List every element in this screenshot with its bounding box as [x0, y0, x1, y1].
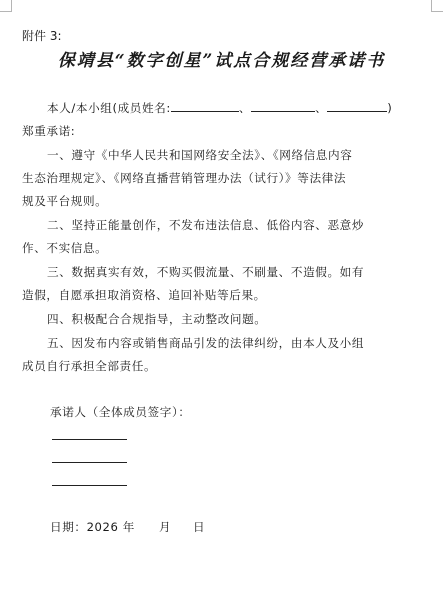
- para1-line3: 规及平台规则。: [22, 194, 108, 208]
- date-month: 月: [159, 520, 172, 534]
- intro-suffix: ): [387, 101, 393, 115]
- name-blank-3[interactable]: [327, 99, 387, 112]
- para2-line1: 二、坚持正能量创作，不发布违法信息、低俗内容、恶意炒: [47, 218, 365, 232]
- attachment-label: 附件 3:: [22, 29, 62, 43]
- date-label: 日期：2026 年: [50, 520, 135, 534]
- intro-separator-1: 、: [238, 101, 252, 115]
- name-blank-1[interactable]: [171, 99, 239, 112]
- para3-line1: 三、数据真实有效，不购买假流量、不刷量、不造假。如有: [47, 265, 365, 279]
- name-blank-2[interactable]: [251, 99, 315, 112]
- intro-prefix: 本人/本小组(成员姓名:: [47, 101, 171, 115]
- signature-line-2[interactable]: [52, 462, 127, 463]
- intro-line: [47, 99, 392, 116]
- para1-line1: 一、遵守《中华人民共和国网络安全法》、《网络信息内容: [47, 148, 353, 162]
- signature-line-1[interactable]: [52, 439, 127, 440]
- para5-line2: 成员自行承担全部责任。: [22, 359, 157, 373]
- signature-line-3[interactable]: [52, 485, 127, 486]
- para2-line2: 作、不实信息。: [22, 241, 108, 255]
- para1-line2: 生态治理规定》、《网络直播营销管理办法（试行）》等法律法: [22, 171, 347, 185]
- signature-label: 承诺人（全体成员签字）：: [50, 405, 191, 419]
- para4-line1: 四、积极配合合规指导，主动整改问题。: [47, 312, 267, 326]
- intro-separator-2: 、: [315, 101, 328, 115]
- document-title: 保靖县“数字创星”试点合规经营承诺书: [57, 51, 386, 71]
- para3-line2: 造假，自愿承担取消资格、追回补贴等后果。: [22, 288, 266, 302]
- para5-line1: 五、因发布内容或销售商品引发的法律纠纷，由本人及小组: [47, 336, 365, 350]
- date-day: 日: [193, 520, 206, 534]
- commitment-heading: 郑重承诺:: [22, 124, 76, 138]
